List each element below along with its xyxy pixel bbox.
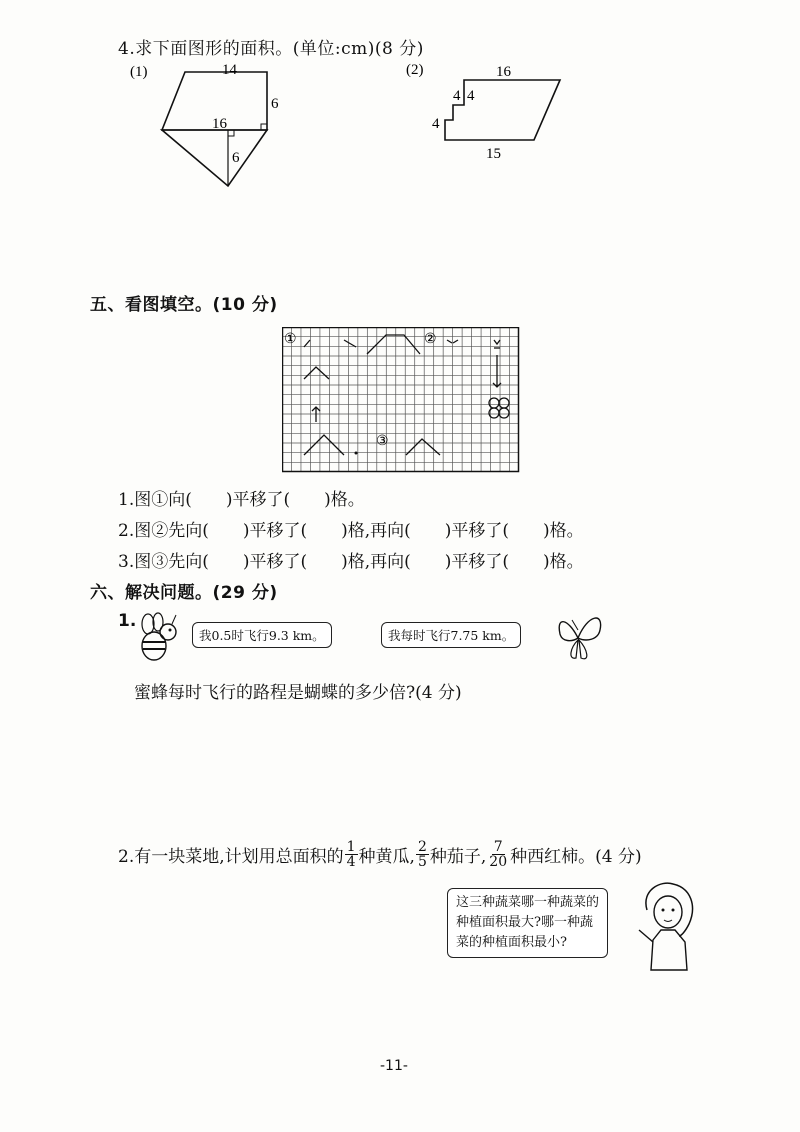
- fig1-height-length: 6: [232, 150, 240, 166]
- butterfly-speech-bubble: 我每时飞行7.75 km。: [381, 622, 521, 648]
- fraction-7-20: $\frac{7}{20}$: [489, 839, 508, 870]
- figure-2-stepped-parallelogram: [400, 60, 580, 170]
- q4-title: 4.求下面图形的面积。(单位:cm)(8 分): [118, 39, 424, 59]
- marker-1: ①: [284, 332, 297, 347]
- q6-title: 六、解决问题。(29 分): [90, 583, 278, 603]
- girl-illustration: [635, 880, 705, 972]
- fig2-left-length: 4: [432, 116, 440, 132]
- fig2-label: (2): [406, 62, 424, 78]
- q6-p1-question: 蜜蜂每时飞行的路程是蝴蝶的多少倍?(4 分): [134, 683, 462, 703]
- fig1-right-length: 6: [271, 96, 279, 112]
- fig1-base-length: 16: [212, 116, 227, 132]
- fig1-label: (1): [130, 64, 148, 80]
- p2-text-b: 种黄瓜,: [358, 847, 415, 867]
- fig2-step-left: 4: [453, 88, 461, 104]
- girl-speech-bubble: 这三种蔬菜哪一种蔬菜的 种植面积最大?哪一种蔬 菜的种植面积最小?: [447, 888, 608, 958]
- q5-line-3: 3.图③先向( )平移了( )格,再向( )平移了( )格。: [118, 552, 584, 572]
- fig2-bottom-length: 15: [486, 146, 501, 162]
- q5-line-1: 1.图①向( )平移了( )格。: [118, 490, 365, 510]
- bee-speech-bubble: 我0.5时飞行9.3 km。: [192, 622, 332, 648]
- marker-3: ③: [376, 434, 389, 449]
- marker-2: ②: [424, 332, 437, 347]
- fig1-top-length: 14: [222, 62, 237, 78]
- q6-p2-text: [118, 840, 642, 869]
- fig2-top-length: 16: [496, 64, 511, 80]
- page-number: -11-: [380, 1058, 408, 1074]
- fraction-1-4: $\frac{1}{4}$: [346, 839, 356, 870]
- q5-line-2: 2.图②先向( )平移了( )格,再向( )平移了( )格。: [118, 521, 584, 541]
- q6-p1-number: 1.: [118, 611, 137, 631]
- p2-text-d: 种西红柿。(4 分): [510, 847, 642, 867]
- p2-text-c: 种茄子,: [429, 847, 487, 867]
- q5-title: 五、看图填空。(10 分): [90, 295, 278, 315]
- figure-1-trapezoid-triangle: [130, 60, 300, 190]
- fig2-step-top: 4: [467, 88, 475, 104]
- butterfly-illustration: [548, 608, 608, 668]
- translation-grid: [282, 327, 520, 473]
- flower-shape: [489, 398, 509, 418]
- fraction-2-5: $\frac{2}{5}$: [417, 839, 427, 870]
- bee-illustration: [134, 612, 184, 664]
- p2-text-a: 2.有一块菜地,计划用总面积的: [118, 847, 344, 867]
